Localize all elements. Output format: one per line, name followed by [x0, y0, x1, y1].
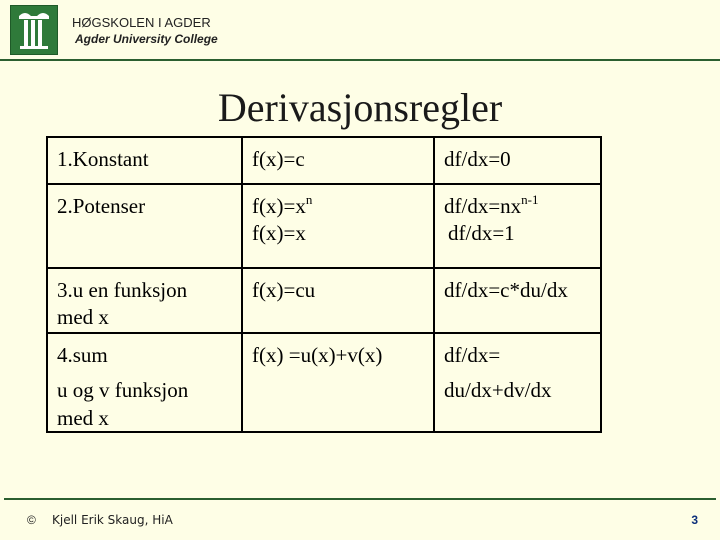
derivative-text — [444, 193, 592, 220]
function-cell — [242, 138, 434, 184]
exponent: n-1 — [521, 192, 539, 207]
slide-title: Derivasjonsregler — [217, 85, 503, 130]
derivative-cell — [434, 138, 600, 184]
function-base: f(x)=x — [252, 194, 306, 218]
rule-name: 2.Potenser — [57, 194, 146, 218]
copyright-symbol: © — [27, 513, 36, 527]
function-text: f(x)=x — [252, 221, 306, 246]
derivative-text: du/dx+dv/dx — [444, 378, 552, 403]
derivative-text: df/dx= — [444, 343, 501, 367]
column-logo-icon — [11, 6, 57, 54]
rule-name: med x — [57, 305, 109, 330]
rule-name-cell — [48, 333, 242, 432]
rule-name-cell — [48, 138, 242, 184]
table-row — [48, 333, 600, 432]
function-cell — [242, 184, 434, 268]
rule-name: med x — [57, 405, 109, 430]
derivative-text: df/dx=c*du/dx — [444, 278, 568, 302]
table-row — [48, 268, 600, 333]
exponent: n — [305, 192, 313, 207]
school-subtitle: Agder University College — [75, 32, 218, 46]
derivative-text: df/dx=0 — [444, 147, 511, 171]
rule-name-cell — [48, 184, 242, 268]
derivative-text: df/dx=1 — [448, 221, 515, 246]
college-logo — [10, 5, 58, 55]
function-cell — [242, 268, 434, 333]
table-row — [48, 184, 600, 268]
table-row — [48, 138, 600, 184]
derivative-cell — [434, 333, 600, 432]
rule-name: 1.Konstant — [57, 147, 149, 171]
function-text — [252, 193, 425, 220]
function-cell — [242, 333, 434, 432]
function-text: f(x)=c — [252, 147, 305, 171]
author-credit: Kjell Erik Skaug, HiA — [52, 513, 173, 527]
page-number: 3 — [691, 513, 698, 527]
derivative-cell — [434, 268, 600, 333]
derivative-base: df/dx=nx — [444, 194, 522, 218]
rule-name: u og v funksjon — [57, 378, 189, 403]
rule-name-cell — [48, 268, 242, 333]
function-text: f(x)=cu — [252, 278, 316, 302]
derivative-rules-table — [46, 136, 602, 433]
derivative-cell — [434, 184, 600, 268]
footer-divider — [4, 498, 716, 500]
rule-name: 4.sum — [57, 343, 108, 367]
school-name: HØGSKOLEN I AGDER — [72, 15, 211, 30]
rule-name: 3.u en funksjon — [57, 278, 188, 302]
header-divider — [0, 59, 720, 61]
function-text: f(x) =u(x)+v(x) — [252, 343, 383, 367]
